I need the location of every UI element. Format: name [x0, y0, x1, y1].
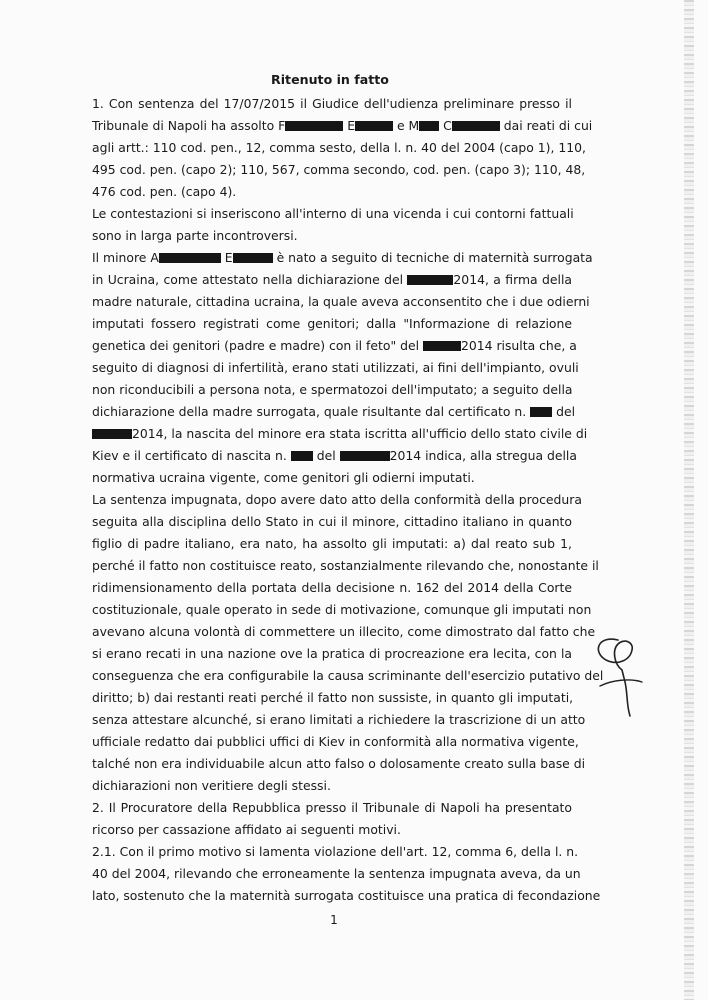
redaction-block	[285, 121, 343, 131]
text-line	[92, 269, 572, 291]
text-segment: 476 cod. pen. (capo 4).	[92, 184, 237, 199]
text-line	[92, 599, 592, 621]
text-segment: dichiarazioni non veritiere degli stessi.	[92, 778, 331, 793]
text-segment: Kiev e il certificato di nascita n.	[92, 448, 291, 463]
redaction-block	[452, 121, 500, 131]
text-segment: seguito di diagnosi di infertilità, erano stati utilizzati, ai fini dell'impianto, ovuli	[92, 360, 579, 375]
redaction-block	[530, 407, 552, 417]
text-segment: conseguenza che era configurabile la causa scriminante dell'esercizio putativo del	[92, 668, 604, 683]
text-line	[92, 115, 593, 137]
text-segment: 1. Con sentenza del 17/07/2015 il Giudice dell'udienza preliminare presso il	[92, 96, 572, 111]
text-segment: ricorso per cassazione affidato ai seguenti motivi.	[92, 822, 401, 837]
text-line	[92, 511, 572, 533]
text-segment: dichiarazione della madre surrogata, quale risultante dal certificato n.	[92, 404, 531, 419]
text-segment: in Ucraina, come attestato nella dichiarazione del	[92, 272, 408, 287]
text-line	[92, 137, 586, 159]
text-line	[92, 841, 579, 863]
text-segment: 40 del 2004, rilevando che erroneamente la sentenza impugnata aveva, da un	[92, 866, 581, 881]
document-body	[92, 93, 604, 907]
redaction-block	[407, 275, 453, 285]
text-segment: agli artt.: 110 cod. pen., 12, comma sesto, della l. n. 40 del 2004 (capo 1), 110,	[92, 140, 586, 155]
text-segment: figlio di padre italiano, era nato, ha assolto gli imputati: a) dal reato sub 1,	[92, 536, 572, 551]
text-segment: La sentenza impugnata, dopo avere dato atto della conformità della procedura	[92, 492, 582, 507]
text-segment: ridimensionamento della portata della decisione n. 162 del 2014 della Corte	[92, 580, 572, 595]
section-title: Ritenuto in fatto	[271, 72, 389, 87]
text-segment: talché non era individuabile alcun atto falso o dolosamente creato sulla base di	[92, 756, 586, 771]
text-segment: del	[552, 404, 576, 419]
redaction-block	[92, 429, 132, 439]
text-segment: ufficiale redatto dai pubblici uffici di Kiev in conformità alla normativa vigente,	[92, 734, 579, 749]
text-segment: del	[312, 448, 340, 463]
redaction-block	[233, 253, 273, 263]
text-line	[92, 533, 572, 555]
text-line	[92, 467, 572, 489]
text-line	[92, 665, 604, 687]
text-line	[92, 621, 596, 643]
page-number: 1	[330, 913, 338, 927]
text-segment: madre naturale, cittadina ucraina, la quale aveva acconsentito che i due odierni	[92, 294, 590, 309]
text-segment: perché il fatto non costituisce reato, sostanzialmente rilevando che, nonostante il	[92, 558, 599, 573]
text-line	[92, 335, 577, 357]
text-line	[92, 555, 599, 577]
text-line	[92, 225, 572, 247]
text-line	[92, 797, 572, 819]
text-segment: 2014, la nascita del minore era stata iscritta all'ufficio dello stato civile di	[132, 426, 588, 441]
text-line	[92, 709, 586, 731]
handwritten-signature	[588, 630, 648, 720]
text-segment: sono in larga parte incontroversi.	[92, 228, 298, 243]
text-line	[92, 423, 588, 445]
text-segment: diritto; b) dai restanti reati perché il fatto non sussiste, in quanto gli imputati,	[92, 690, 574, 705]
redaction-block	[423, 341, 461, 351]
text-line	[92, 687, 572, 709]
text-line	[92, 775, 572, 797]
text-line	[92, 445, 577, 467]
redaction-block	[291, 451, 313, 461]
text-segment: E	[343, 118, 356, 133]
text-segment: e M	[393, 118, 420, 133]
text-line	[92, 203, 572, 225]
text-segment: non riconducibili a persona nota, e spermatozoi dell'imputato; a seguito della	[92, 382, 573, 397]
text-line	[92, 885, 601, 907]
text-line	[92, 159, 586, 181]
text-line	[92, 379, 572, 401]
text-line	[92, 313, 572, 335]
text-segment: si erano recati in una nazione ove la pratica di procreazione era lecita, con la	[92, 646, 572, 661]
text-line	[92, 643, 572, 665]
text-line	[92, 577, 572, 599]
text-segment: dai reati di cui	[499, 118, 593, 133]
text-segment: imputati fossero registrati come genitori; dalla "Informazione di relazione	[92, 316, 572, 331]
text-segment: lato, sostenuto che la maternità surrogata costituisce una pratica di fecondazione	[92, 888, 601, 903]
text-line	[92, 819, 572, 841]
redaction-block	[159, 253, 221, 263]
text-segment: Le contestazioni si inseriscono all'interno di una vicenda i cui contorni fattuali	[92, 206, 574, 221]
text-segment: 2.1. Con il primo motivo si lamenta violazione dell'art. 12, comma 6, della l. n.	[92, 844, 579, 859]
text-segment: 495 cod. pen. (capo 2); 110, 567, comma secondo, cod. pen. (capo 3); 110, 48,	[92, 162, 586, 177]
text-segment: normativa ucraina vigente, come genitori gli odierni imputati.	[92, 470, 475, 485]
text-segment: costituzionale, quale operato in sede di motivazione, comunque gli imputati non	[92, 602, 592, 617]
text-line	[92, 357, 579, 379]
redaction-block	[355, 121, 393, 131]
text-segment: avevano alcuna volontà di commettere un illecito, come dimostrato dal fatto che	[92, 624, 596, 639]
scan-edge-artifact	[684, 0, 694, 1000]
text-segment: seguita alla disciplina dello Stato in cui il minore, cittadino italiano in quanto	[92, 514, 572, 529]
text-line	[92, 247, 593, 269]
text-line	[92, 753, 586, 775]
text-line	[92, 401, 576, 423]
redaction-block	[419, 121, 439, 131]
text-segment: 2. Il Procuratore della Repubblica presso il Tribunale di Napoli ha presentato	[92, 800, 572, 815]
text-segment: è nato a seguito di tecniche di maternità surrogata	[272, 250, 593, 265]
text-segment: E	[220, 250, 233, 265]
text-segment: senza attestare alcunché, si erano limitati a richiedere la trascrizione di un atto	[92, 712, 586, 727]
redaction-block	[340, 451, 390, 461]
text-line	[92, 181, 572, 203]
text-segment: 2014 risulta che, a	[460, 338, 577, 353]
text-segment: genetica dei genitori (padre e madre) con il feto" del	[92, 338, 423, 353]
text-line	[92, 489, 582, 511]
text-segment: Il minore A	[92, 250, 159, 265]
text-line	[92, 731, 579, 753]
text-line	[92, 863, 581, 885]
text-segment: C	[439, 118, 452, 133]
text-segment: 2014, a firma della	[453, 272, 572, 287]
text-line	[92, 93, 572, 115]
text-segment: 2014 indica, alla stregua della	[389, 448, 577, 463]
text-segment: Tribunale di Napoli ha assolto F	[92, 118, 286, 133]
text-line	[92, 291, 590, 313]
